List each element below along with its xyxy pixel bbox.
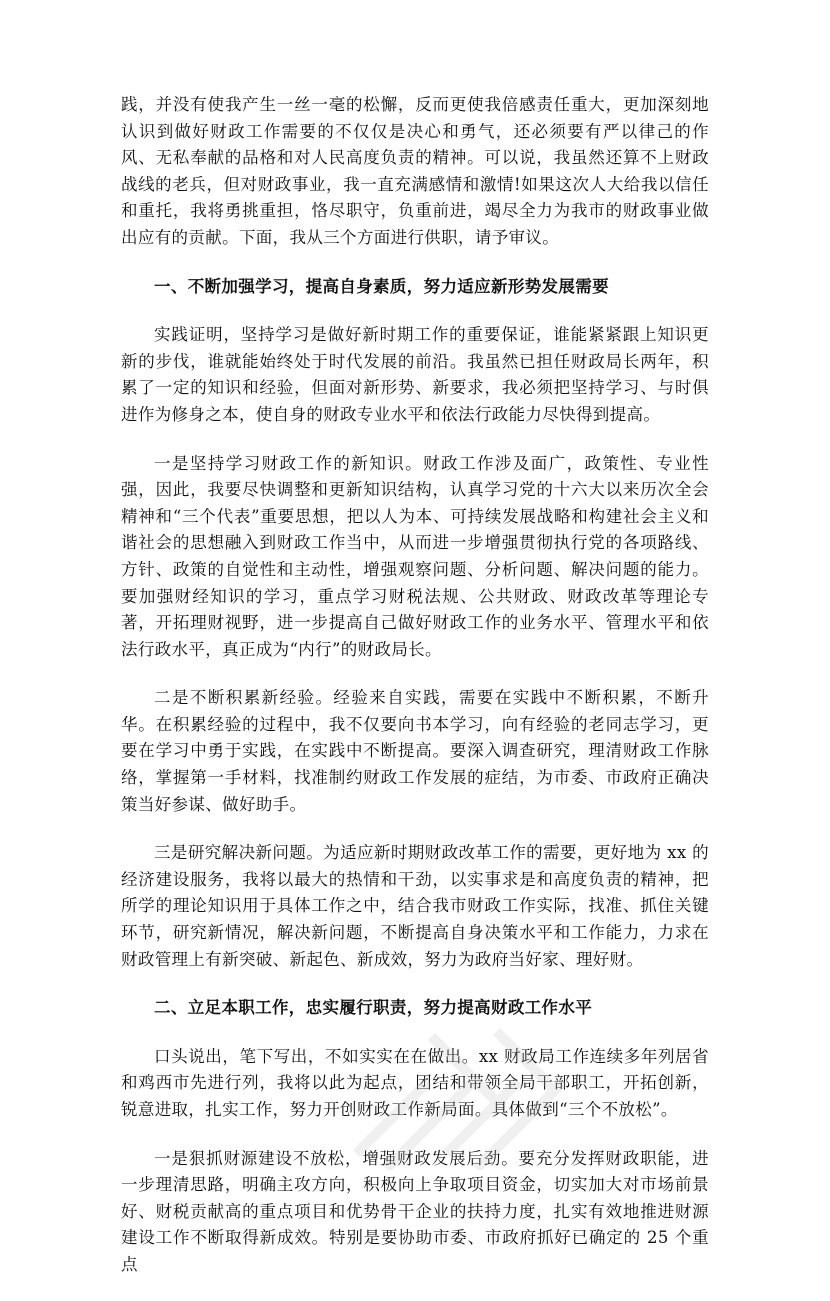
paragraph-revenue-building: 一是狠抓财源建设不放松，增强财政发展后劲。要充分发挥财政职能，进一步理清思路，明确主攻方向，积极向上争取项目资金，切实加大对市场前景好、财税贡献高的重点项目和优势骨干企业的扶持力度，扎实有效地推进财源建设工作不断取得新成效。特别是要协助市委、市政府抓好已确定的 25 个重点 [121,1148,709,1274]
paragraph-new-knowledge: 一是坚持学习财政工作的新知识。财政工作涉及面广，政策性、专业性强，因此，我要尽快调整和更新知识结构，认真学习党的十六大以来历次全会精神和“三个代表”重要思想，把以人为本、可持续发展战略和构建社会主义和谐社会的思想融入到财政工作当中，从而进一步增强贯彻执行党的各项路线、方针、政策的自觉性和主动性，增强观察问题、分析问题、解决问题的能力。要加强财经知识的学习，重点学习财税法规、公共财政、财政改革等理论专著，开拓理财视野，进一步提高自己做好财政工作的业务水平、管理水平和依法行政水平，真正成为“内行”的财政局长。 [121,453,709,659]
paragraph-intro-continued: 践，并没有使我产生一丝一毫的松懈，反而更使我倍感责任重大，更加深刻地认识到做好财政工作需要的不仅仅是决心和勇气，还必须要有严以律己的作风、无私奉献的品格和对人民高度负责的精神。可以说，我虽然还算不上财政战线的老兵，但对财政事业，我一直充满感情和激情!如果这次人大给我以信任和重托，我将勇挑重担，恪尽职守，负重前进，竭尽全力为我市的财政事业做出应有的贡献。下面，我从三个方面进行供职，请予审议。 [121,95,709,247]
paragraph-new-problems: 三是研究解决新问题。为适应新时期财政改革工作的需要，更好地为 xx 的经济建设服务，我将以最大的热情和干劲，以实事求是和高度负责的精神，把所学的理论知识用于具体工作之中，结合我市财政工作实际，找准、抓住关键环节，研究新情况，解决新问题，不断提高自身决策水平和工作能力，力求在财政管理上有新突破、新起色、新成效，努力为政府当好家、理好财。 [121,843,709,969]
section-heading-1: 一、不断加强学习，提高自身素质，努力适应新形势发展需要 [154,276,609,296]
paragraph-study-importance: 实践证明，坚持学习是做好新时期工作的重要保证，谁能紧紧跟上知识更新的步伐，谁就能始终处于时代发展的前沿。我虽然已担任财政局长两年，积累了一定的知识和经验，但面对新形势、新要求，我必须把坚持学习、与时俱进作为修身之本，使自身的财政专业水平和依法行政能力尽快得到提高。 [121,325,709,424]
section-heading-2: 二、立足本职工作，忠实履行职责，努力提高财政工作水平 [154,998,593,1018]
paragraph-new-experience: 二是不断积累新经验。经验来自实践，需要在实践中不断积累，不断升华。在积累经验的过程中，我不仅要向书本学习，向有经验的老同志学习，更要在学习中勇于实践，在实践中不断提高。要深入调查研究，理清财政工作脉络，掌握第一手材料，找准制约财政工作发展的症结，为市委、市政府正确决策当好参谋、做好助手。 [121,688,709,814]
paragraph-work-commitment: 口头说出，笔下写出，不如实实在在做出。xx 财政局工作连续多年列居省和鸡西市先进行列，我将以此为起点，团结和带领全局干部职工，开拓创新，锐意进取，扎实工作，努力开创财政工作新局面。具体做到“三个不放松”。 [121,1046,709,1119]
document-body [121,92,709,1301]
